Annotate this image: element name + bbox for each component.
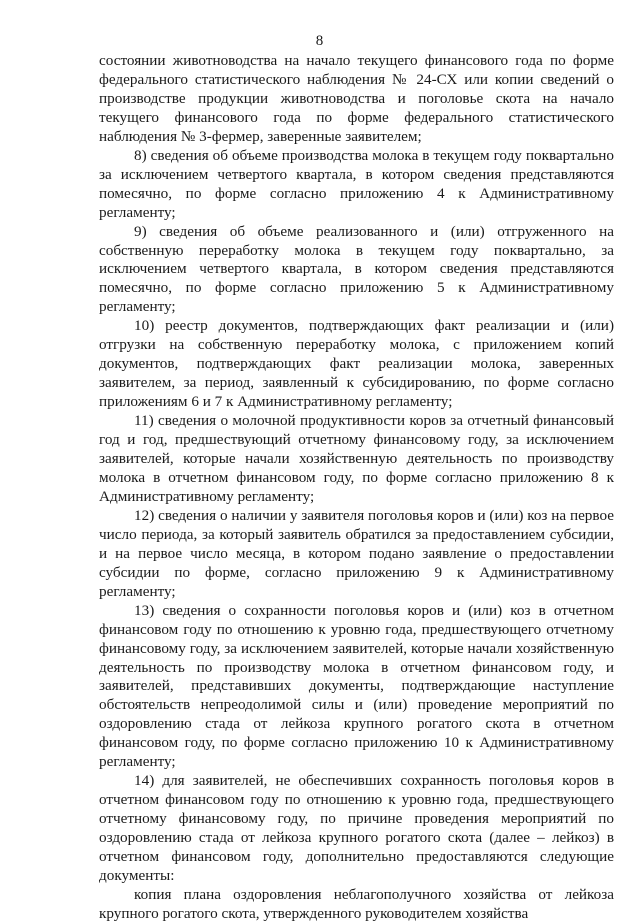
document-body bbox=[99, 52, 614, 924]
list-item-10: 10) реестр документов, подтверждающих факт реализации и (или) отгрузки на собственную переработку молока, с приложением копий документов, подтверждающих факт реализации молока, заверенных заявителем, за период, заявленный к субсидированию, по форме согласно приложениям 6 и 7 к Административному регламенту; bbox=[99, 317, 614, 411]
list-item-9: 9) сведения об объеме реализованного и (или) отгруженного на собственную переработку молока в текущем году поквартально, за исключением четвертого квартала, в котором сведения представляются помесячно, по форме согласно приложению 5 к Административному регламенту; bbox=[99, 222, 614, 316]
list-item-14: 14) для заявителей, не обеспечивших сохранность поголовья коров в отчетном финансовом году по отношению к уровню года, предшествующего отчетному финансовому году, по причине проведения мероприятий по оздоровлению стада от лейкоза крупного рогатого скота (далее – лейкоз) в отчетном финансовом году, дополнительно предоставляются следующие документы: bbox=[99, 772, 614, 884]
paragraph-continuation: состоянии животноводства на начало текущего финансового года по форме федерального статистического наблюдения № 24-СХ или копии сведений о производстве продукции животноводства и поголовье скота на начало текущего финансового года по форме федерального статистического наблюдения № 3-фермер, заверенные заявителем; bbox=[99, 52, 614, 145]
page-number: 8 bbox=[315, 33, 324, 49]
paragraph-copy-plan: копия плана оздоровления неблагополучного хозяйства от лейкоза крупного рогатого скота, утвержденного руководителем хозяйства bbox=[99, 885, 614, 922]
list-item-12: 12) сведения о наличии у заявителя поголовья коров и (или) коз на первое число периода, за который заявитель обратился за предоставлением субсидии, и на первое число месяца, в котором подано заявление о предоставлении субсидии по форме, согласно приложению 9 к Административному регламенту; bbox=[99, 506, 614, 600]
list-item-13: 13) сведения о сохранности поголовья коров и (или) коз в отчетном финансовом году по отношению к уровню года, предшествующего отчетному финансовому году, за исключением заявителей, которые начали хозяйственную деятельность по производству молока в отчетном финансовом году, и заявителей, представивших документы, подтверждающие наступление обстоятельств непреодолимой силы и (или) проведение мероприятий по оздоровлению стада от лейкоза крупного рогатого скота в отчетном финансовом году, по форме согласно приложению 10 к Административному регламенту; bbox=[99, 601, 614, 771]
list-item-8: 8) сведения об объеме производства молока в текущем году поквартально за исключением четвертого квартала, в котором сведения представляются помесячно, по форме согласно приложению 4 к Административному регламенту; bbox=[99, 146, 614, 221]
list-item-11: 11) сведения о молочной продуктивности коров за отчетный финансовый год и год, предшествующий отчетному финансовому году, за исключением заявителей, которые начали хозяйственную деятельность по производству молока в отчетном финансовом году, по форме согласно приложению 8 к Административному регламенту; bbox=[99, 412, 614, 505]
